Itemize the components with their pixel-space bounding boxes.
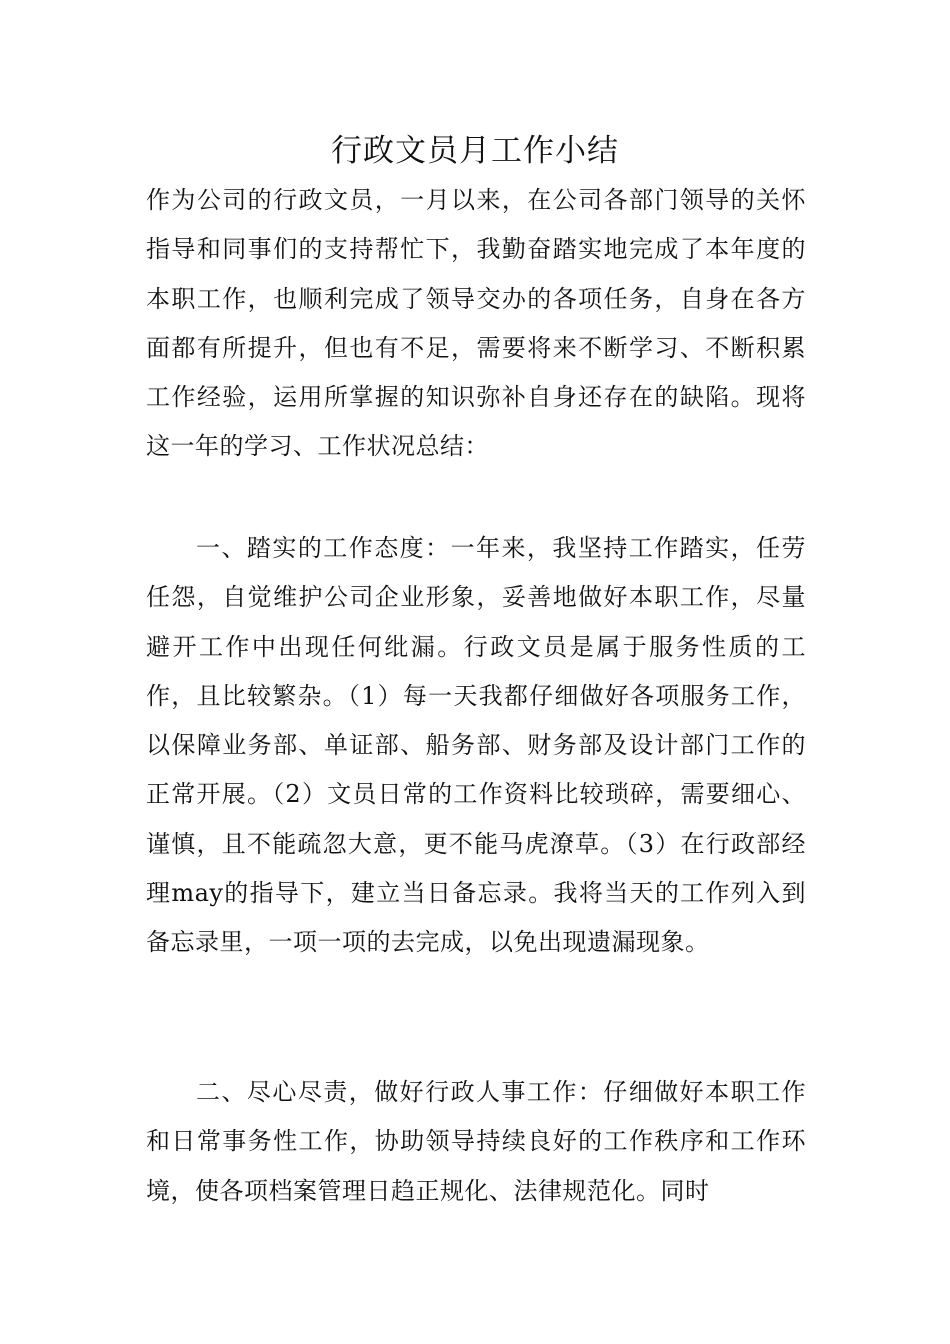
document-title: 行政文员月工作小结 <box>331 133 619 169</box>
paragraph-section-1: 一、踏实的工作态度：一年来，我坚持工作踏实，任劳任怨，自觉维护公司企业形象，妥善地做好本职工作，尽量避开工作中出现任何纰漏。行政文员是属于服务性质的工作，且比较繁杂。（1）每一天我都仔细做好各项服务工作，以保障业务部、单证部、船务部、财务部及设计部门工作的正常开展。（2）文员日常的工作资料比较琐碎，需要细心、谨慎，且不能疏忽大意，更不能马虎潦草。（3）在行政部经理may的指导下，建立当日备忘录。我将当天的工作列入到备忘录里，一项一项的去完成，以免出现遗漏现象。 <box>146 534 806 957</box>
paragraph-intro: 作为公司的行政文员，一月以来，在公司各部门领导的关怀指导和同事们的支持帮忙下，我勤奋踏实地完成了本年度的本职工作，也顺利完成了领导交办的各项任务，自身在各方面都有所提升，但也有不足，需要将来不断学习、不断积累工作经验，运用所掌握的知识弥补自身还存在的缺陷。现将这一年的学习、工作状况总结： <box>146 186 806 461</box>
paragraph-section-2: 二、尽心尽责，做好行政人事工作：仔细做好本职工作和日常事务性工作，协助领导持续良好的工作秩序和工作环境，使各项档案管理日趋正规化、法律规范化。同时 <box>146 1078 806 1205</box>
